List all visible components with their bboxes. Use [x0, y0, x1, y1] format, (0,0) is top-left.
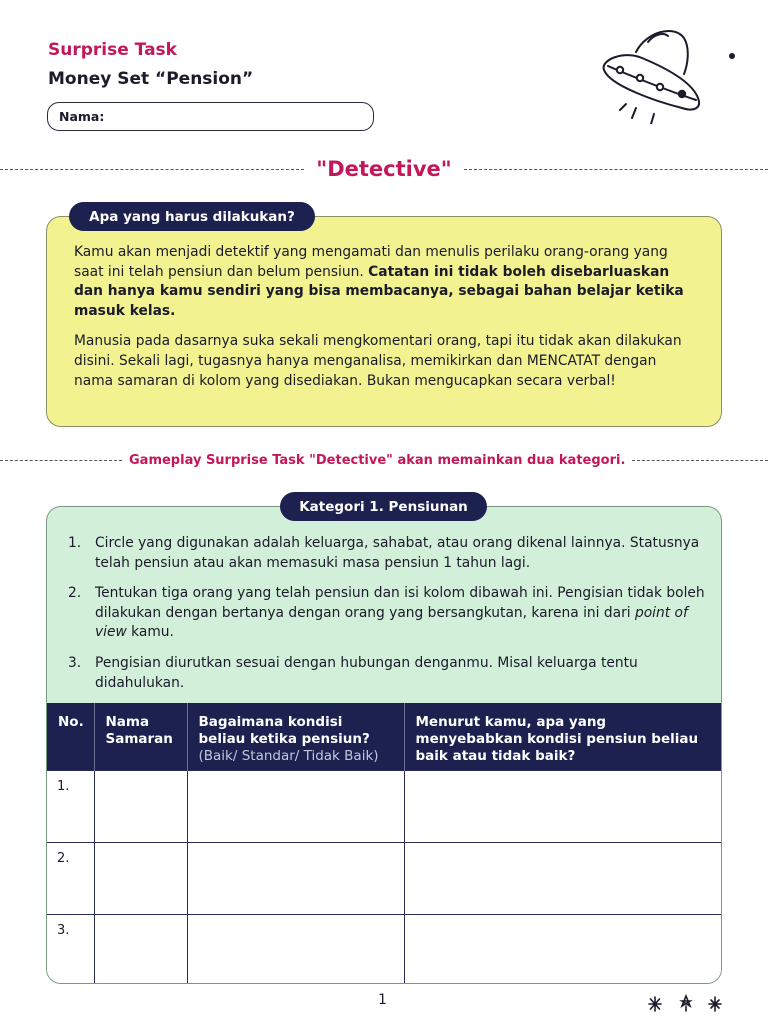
table-header-row [47, 703, 722, 770]
detective-heading-row [0, 157, 768, 181]
name-cell[interactable] [94, 914, 187, 984]
instructions-pill-label: Apa yang harus dilakukan? [69, 202, 315, 231]
list-item: 2. Tentukan tiga orang yang telah pensiun dan isi kolom dibawah ini. Pengisian tidak boleh dilakukan dengan bertanya dengan orang yang bersangkutan, karena ini dari point of view kamu. [68, 585, 705, 641]
category-1-box [46, 506, 722, 984]
gameplay-note-row [0, 453, 768, 468]
header-reason: Menurut kamu, apa yang menyebabkan kondisi pensiun beliau baik atau tidak baik? [404, 703, 722, 770]
header-condition-options: (Baik/ Standar/ Tidak Baik) [198, 748, 379, 764]
condition-cell[interactable] [187, 842, 404, 914]
reason-cell[interactable] [404, 770, 722, 842]
list-item: 3. Pengisian diurutkan sesuai dengan hubungan denganmu. Misal keluarga tentu didahulukan. [68, 654, 638, 691]
section-title: "Detective" [316, 157, 452, 181]
dashed-divider-left [0, 460, 122, 461]
instructions-box [46, 216, 722, 427]
document-title: Money Set “Pension” [48, 69, 254, 89]
gameplay-note: Gameplay Surprise Task "Detective" akan memainkan dua kategori. [129, 453, 626, 468]
instructions-bold-note: Catatan ini tidak boleh disebarluaskan dan hanya kamu sendiri yang bisa membacanya, sebagai bahan belajar ketika masuk kelas. [74, 263, 684, 319]
dashed-divider-left [0, 169, 304, 170]
category-pill-label: Kategori 1. Pensiunan [280, 492, 487, 521]
table-row [47, 914, 722, 984]
page-number: 1 [378, 992, 387, 1008]
name-cell[interactable] [94, 770, 187, 842]
header-no: No. [47, 703, 94, 770]
dashed-divider-right [464, 169, 768, 170]
surprise-task-label: Surprise Task [48, 40, 177, 60]
name-label: Nama: [59, 109, 105, 124]
dashed-divider-right [632, 460, 768, 461]
row-number: 2. [47, 842, 94, 914]
steps-list [68, 534, 708, 704]
pensiunan-table [47, 703, 722, 984]
list-item: 1. Circle yang digunakan adalah keluarga, sahabat, atau orang dikenal lainnya. Statusnya telah pensiun atau akan memasuki masa pensiun 1 tahun lagi. [68, 535, 700, 571]
condition-cell[interactable] [187, 914, 404, 984]
reason-cell[interactable] [404, 842, 722, 914]
row-number: 3. [47, 914, 94, 984]
table-row [47, 842, 722, 914]
ufo-icon [596, 24, 746, 124]
condition-cell[interactable] [187, 770, 404, 842]
header-condition: Bagaimana kondisi beliau ketika pensiun? (Baik/ Standar/ Tidak Baik) [187, 703, 404, 770]
sparkle-stars-icon [646, 994, 726, 1014]
row-number: 1. [47, 770, 94, 842]
name-cell[interactable] [94, 842, 187, 914]
table-row [47, 770, 722, 842]
instructions-paragraph-2: Manusia pada dasarnya suka sekali mengkomentari orang, tapi itu tidak akan dilakukan disini. Sekali lagi, tugasnya hanya menganalisa, memikirkan dan MENCATAT dengan nama samaran di kolom yang disediakan. Bukan mengucapkan secara verbal! [74, 333, 682, 389]
header-name: Nama Samaran [94, 703, 187, 770]
reason-cell[interactable] [404, 914, 722, 984]
name-field[interactable] [47, 102, 374, 131]
instructions-paragraph-1: Kamu akan menjadi detektif yang mengamati dan menulis perilaku orang-orang yang saat ini telah pensiun dan belum pensiun. Catatan ini tidak boleh disebarluaskan dan hanya kamu sendiri yang bisa membacanya, sebagai bahan belajar ketika masuk kelas. [74, 244, 684, 319]
